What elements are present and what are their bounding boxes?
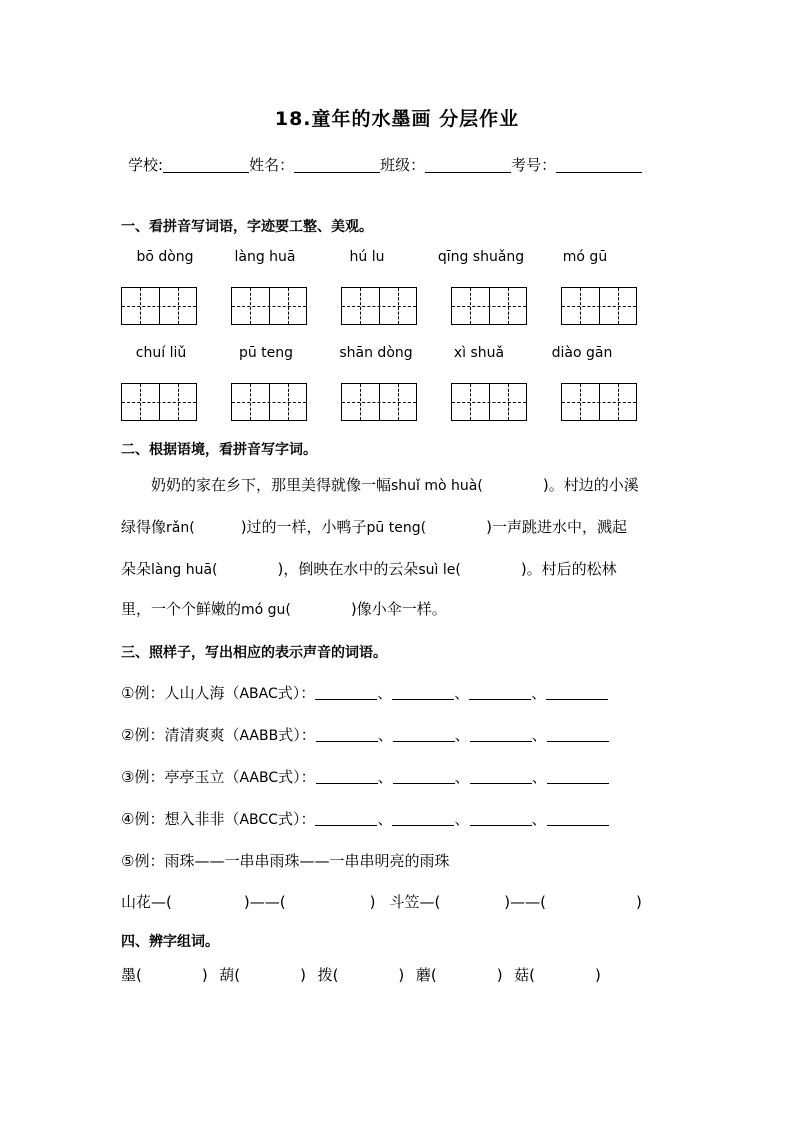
pinyin-prompt: mó gu( [241,602,291,618]
pattern-row-aabb: ②例：清清爽爽（AABB式）： 、 、 、 [121,724,609,745]
writing-grid[interactable] [451,287,527,325]
pinyin-prompt: shuǐ mò huà( [391,478,483,494]
writing-grid[interactable] [121,287,197,325]
name-label: 姓名： [249,156,295,174]
answer-line[interactable] [470,813,532,826]
answer-line[interactable] [393,771,455,784]
school-blank[interactable] [163,158,249,173]
section3-heading: 三、照样子，写出相应的表示声音的词语。 [121,645,387,661]
pinyin-prompt: suì le( [418,562,461,578]
writing-grid[interactable] [121,383,197,421]
student-info-line [128,154,642,175]
answer-line[interactable] [470,729,532,742]
pinyin-label: làng huā [234,249,296,265]
pinyin-label: diào gān [551,345,613,361]
pinyin-label: shān dòng [339,345,413,361]
section1-heading: 一、看拼音写词语，字迹要工整、美观。 [121,219,373,235]
answer-line[interactable] [547,729,609,742]
paragraph-line-3: 朵朵làng huā( )，倒映在水中的云朵suì le( )。村后的松林 [121,560,617,578]
answer-line[interactable] [315,687,377,700]
writing-grid[interactable] [231,383,307,421]
answer-line[interactable] [547,813,609,826]
pattern-row-abac: ①例：人山人海（ABAC式）： 、 、 、 [121,682,608,703]
section4-heading: 四、辨字组词。 [121,934,219,950]
pinyin-label: xì shuǎ [453,345,505,361]
answer-line[interactable] [316,771,378,784]
writing-grid[interactable] [341,287,417,325]
example-5: ⑤例：雨珠——一串串雨珠——一串串明亮的雨珠 [121,852,450,870]
answer-line[interactable] [469,687,531,700]
answer-line[interactable] [315,813,377,826]
pinyin-label: mó gū [562,249,608,265]
pinyin-label: pū teng [238,345,294,361]
pattern-row-abcc: ④例：想入非非（ABCC式）： 、 、 、 [121,808,609,829]
writing-grid[interactable] [231,287,307,325]
answer-line[interactable] [316,729,378,742]
pattern-row-aabc: ③例：亭亭玉立（AABC式）： 、 、 、 [121,766,609,787]
class-blank[interactable] [425,158,511,173]
class-label: 班级： [380,156,426,174]
paragraph-line-4: 里，一个个鲜嫩的mó gu( )像小伞一样。 [121,600,447,618]
number-label: 考号： [511,156,557,174]
pinyin-prompt: rǎn( [166,520,195,536]
pinyin-label: qīng shuǎng [437,249,525,265]
writing-grid[interactable] [341,383,417,421]
answer-line[interactable] [393,729,455,742]
school-label: 学校: [128,156,164,174]
paragraph-line-2: 绿得像rǎn( )过的一样，小鸭子pū teng( )一声跳进水中，溅起 [121,518,627,536]
writing-grid[interactable] [561,287,637,325]
answer-line[interactable] [547,771,609,784]
number-blank[interactable] [556,158,642,173]
answer-line[interactable] [470,771,532,784]
paragraph-line-1: 奶奶的家在乡下，那里美得就像一幅shuǐ mò huà( )。村边的小溪 [151,476,639,494]
answer-line[interactable] [546,687,608,700]
pinyin-prompt: pū teng( [366,520,427,536]
pinyin-label: hú lu [349,249,385,265]
writing-grid[interactable] [561,383,637,421]
pinyin-label: chuí liǔ [135,345,187,361]
page-title: 18.童年的水墨画 分层作业 [274,108,520,130]
pinyin-label: bō dòng [136,249,194,265]
section2-heading: 二、根据语境，看拼音写字词。 [121,442,317,458]
char-group-row: 墨( ) 葫( ) 拨( ) 蘑( ) 菇( ) [121,966,601,984]
answer-line[interactable] [392,813,454,826]
writing-grid[interactable] [451,383,527,421]
expansion-row: 山花—( )——( ) 斗笠—( )——( ) [121,893,642,911]
name-blank[interactable] [294,158,380,173]
pinyin-prompt: làng huā( [151,562,218,578]
answer-line[interactable] [392,687,454,700]
